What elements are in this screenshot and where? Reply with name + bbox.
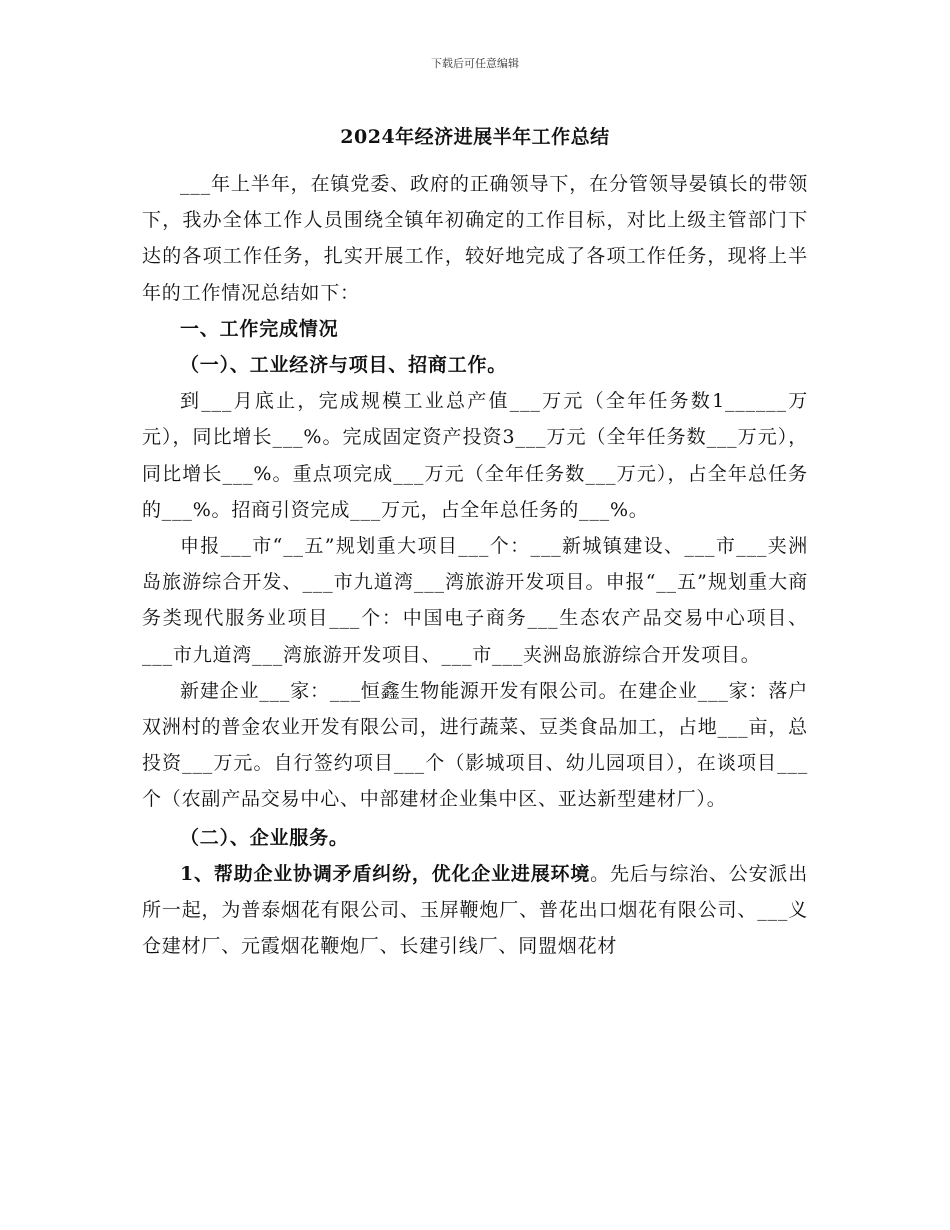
document-title: 2024年经济进展半年工作总结 xyxy=(340,126,610,148)
section-heading-1: 一、工作完成情况 xyxy=(180,317,339,340)
intro-paragraph: ___年上半年，在镇党委、政府的正确领导下，在分管领导晏镇长的带领下，我办全体工作人员围绕全镇年初确定的工作目标，对比上级主管部门下达的各项工作任务，扎实开展工作，较好地完成了各项工作任务，现将上半年的工作情况总结如下： xyxy=(142,173,808,304)
enterprise-service-text: 。先后与综治、公安派出所一起，为普泰烟花有限公司、玉屏鞭炮厂、普花出口烟花有限公司、___义仓建材厂、元霞烟花鞭炮厂、长建引线厂、同盟烟花材 xyxy=(142,862,808,958)
subsection-heading-2: （二）、企业服务。 xyxy=(180,826,349,849)
document-body xyxy=(142,166,808,964)
paragraph-industry-stats: 到___月底止，完成规模工业总产值___万元（全年任务数1______万元），同比增长___%。完成固定资产投资3___万元（全年任务数___万元），同比增长___%。重点项完成___万元（全年任务数___万元），占全年总任务的___%。招商引资完成___万元，占全年总任务的___%。 xyxy=(142,390,808,521)
paragraph-new-enterprises: 新建企业___家：___恒鑫生物能源开发有限公司。在建企业___家：落户双洲村的普金农业开发有限公司，进行蔬菜、豆类食品加工，占地___亩，总投资___万元。自行签约项目___个（影城项目、幼儿园项目），在谈项目___个（农副产品交易中心、中部建材企业集中区、亚达新型建材厂）。 xyxy=(142,679,808,811)
enterprise-service-lead: 1、帮助企业协调矛盾纠纷，优化企业进展环境 xyxy=(180,862,591,885)
paragraph-enterprise-service xyxy=(142,856,808,965)
page-header-note: 下载后可任意编辑 xyxy=(431,57,519,70)
paragraph-project-declaration: 申报___市“__五”规划重大项目___个：___新城镇建设、___市___夹洲岛旅游综合开发、___市九道湾___湾旅游开发项目。申报“__五”规划重大商务类现代服务业项目___个：中国电子商务___生态农产品交易中心项目、___市九道湾___湾旅游开发项目、___市___夹洲岛旅游综合开发项目。 xyxy=(142,535,808,666)
subsection-heading-1: （一）、工业经济与项目、招商工作。 xyxy=(180,354,508,377)
